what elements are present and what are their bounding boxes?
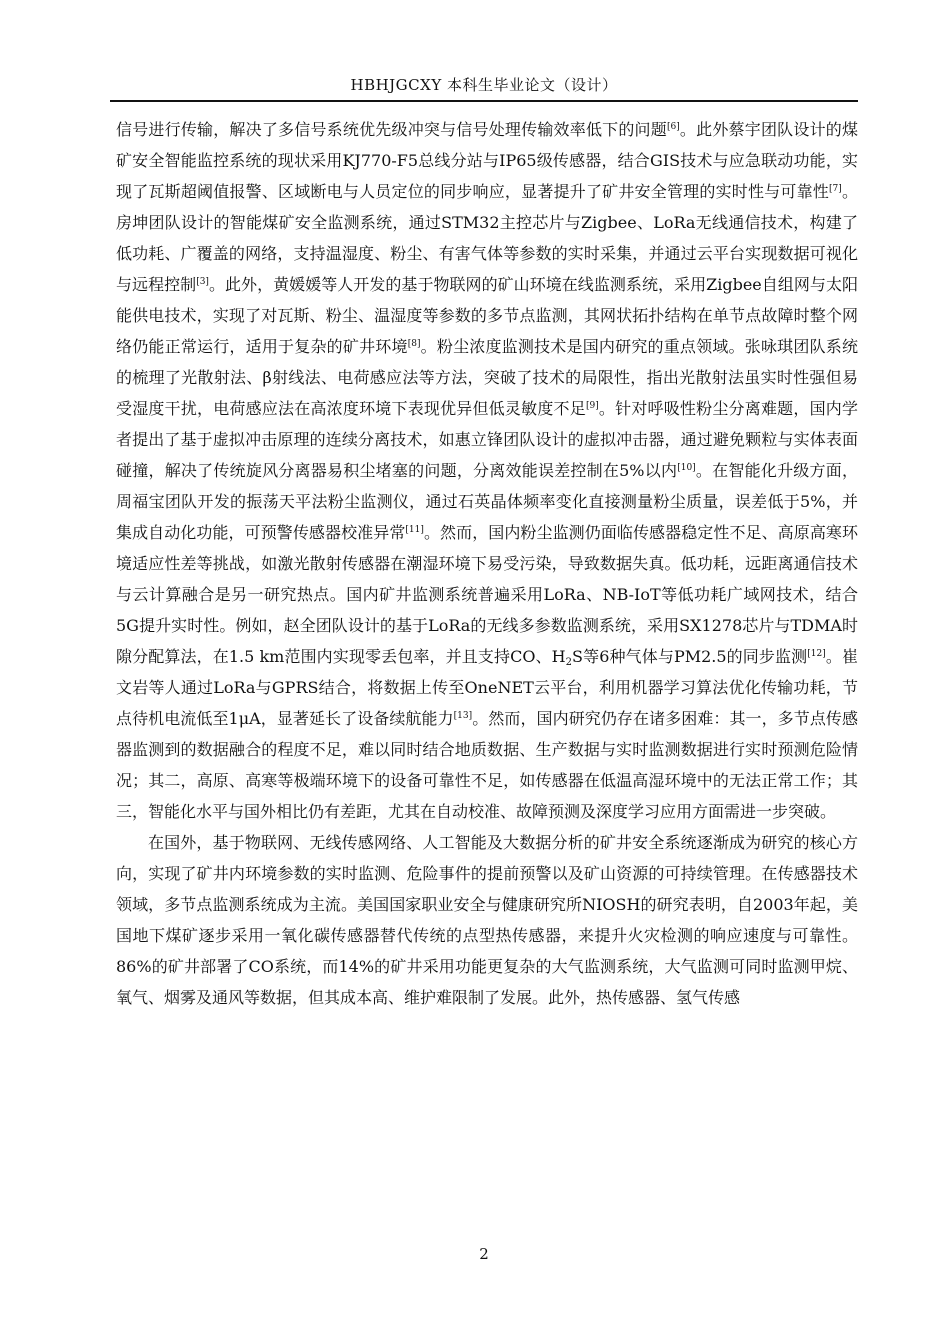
text-run: 。此外，黄媛媛等人开发的基于物联网的矿山环境在线监测系统，采用Zigbee自组网与太阳能供电技术，实现了对瓦斯、粉尘、温湿度等参数的多节点监测，其网状拓扑结构在单节点故障时整个网络仍能正常运行，适用于复杂的矿井环境 [116,275,858,356]
subscript: 2 [565,657,572,668]
text-run: 在国外，基于物联网、无线传感网络、人工智能及大数据分析的矿井安全系统逐渐成为研究的核心方向，实现了矿井内环境参数的实时监测、危险事件的提前预警以及矿山资源的可持续管理。在传感器技术领域，多节点监测系统成为主流。美国国家职业安全与健康研究所NIOSH的研究表明，自2003年起，美国地下煤矿逐步采用一氧化碳传感器替代传统的点型热传感器，来提升火灾检测的响应速度与可靠性。86%的矿井部署了CO系统，而14%的矿井采用功能更复杂的大气监测系统，大气监测可同时监测甲烷、氧气、烟雾及通风等数据，但其成本高、维护难限制了发展。此外，热传感器、氢气传感 [116,833,858,1007]
text-run: 。崔文岩等人通过LoRa与GPRS结合，将数据上传至OneNET云平台，利用机器学习算法优化传输功耗，节点待机电流低至1μA，显著延长了设备续航能力 [116,647,858,728]
citation-marker: [12] [807,649,826,659]
text-run: 。粉尘浓度监测技术是国内研究的重点领域。张咏琪团队系统的梳理了光散射法、β射线法、电荷感应法等方法，突破了技术的局限性，指出光散射法虽实时性强但易受湿度干扰，电荷感应法在高浓度环境下表现优异但低灵敏度不足 [116,337,858,418]
paragraph [116,114,858,827]
citation-marker: [9] [585,401,599,411]
citation-marker: [7] [829,184,842,194]
paragraph [116,827,858,1013]
citation-marker: [6] [666,122,680,132]
page-header: HBHJGCXY 本科生毕业论文（设计） [350,76,618,94]
text-run: 。房坤团队设计的智能煤矿安全监测系统，通过STM32主控芯片与Zigbee、LoRa无线通信技术，构建了低功耗、广覆盖的网络，支持温湿度、粉尘、有害气体等参数的实时采集，并通过云平台实现数据可视化与远程控制 [116,182,858,294]
text-run: S等6种气体与PM2.5的同步监测 [572,647,808,666]
page-number: 2 [479,1245,489,1263]
text-run: 。在智能化升级方面，周福宝团队开发的振荡天平法粉尘监测仪，通过石英晶体频率变化直接测量粉尘质量，误差低于5%，并集成自动化功能，可预警传感器校准异常 [116,461,858,542]
citation-marker: [10] [677,463,696,473]
citation-marker: [8] [407,339,421,349]
body-text [116,114,858,1013]
citation-marker: [11] [405,525,424,535]
text-run: 。然而，国内粉尘监测仍面临传感器稳定性不足、高原高寒环境适应性差等挑战，如激光散射传感器在潮湿环境下易受污染，导致数据失真。低功耗，远距离通信技术与云计算融合是另一研究热点。国内矿井监测系统普遍采用LoRa、NB-IoT等低功耗广域网技术，结合5G提升实时性。例如，赵全团队设计的基于LoRa的无线多参数监测系统，采用SX1278芯片与TDMA时隙分配算法，在1.5 km范围内实现零丢包率，并且支持CO、H [116,523,858,666]
citation-marker: [13] [453,711,473,721]
header-divider [110,100,858,102]
text-run: 信号进行传输，解决了多信号系统优先级冲突与信号处理传输效率低下的问题 [116,120,667,139]
text-run: 。此外蔡宇团队设计的煤矿安全智能监控系统的现状采用KJ770-F5总线分站与IP65级传感器，结合GIS技术与应急联动功能，实现了瓦斯超阈值报警、区域断电与人员定位的同步响应，显著提升了矿井安全管理的实时性与可靠性 [116,120,858,201]
citation-marker: [3] [196,277,209,287]
text-run: 。针对呼吸性粉尘分离难题，国内学者提出了基于虚拟冲击原理的连续分离技术，如惠立锋团队设计的虚拟冲击器，通过避免颗粒与实体表面碰撞，解决了传统旋风分离器易积尘堵塞的问题，分离效能误差控制在5%以内 [116,399,858,480]
text-run: 。然而，国内研究仍存在诸多困难：其一，多节点传感器监测到的数据融合的程度不足，难以同时结合地质数据、生产数据与实时监测数据进行实时预测危险情况；其二，高原、高寒等极端环境下的设备可靠性不足，如传感器在低温高湿环境中的无法正常工作；其三，智能化水平与国外相比仍有差距，尤其在自动校准、故障预测及深度学习应用方面需进一步突破。 [116,709,858,821]
